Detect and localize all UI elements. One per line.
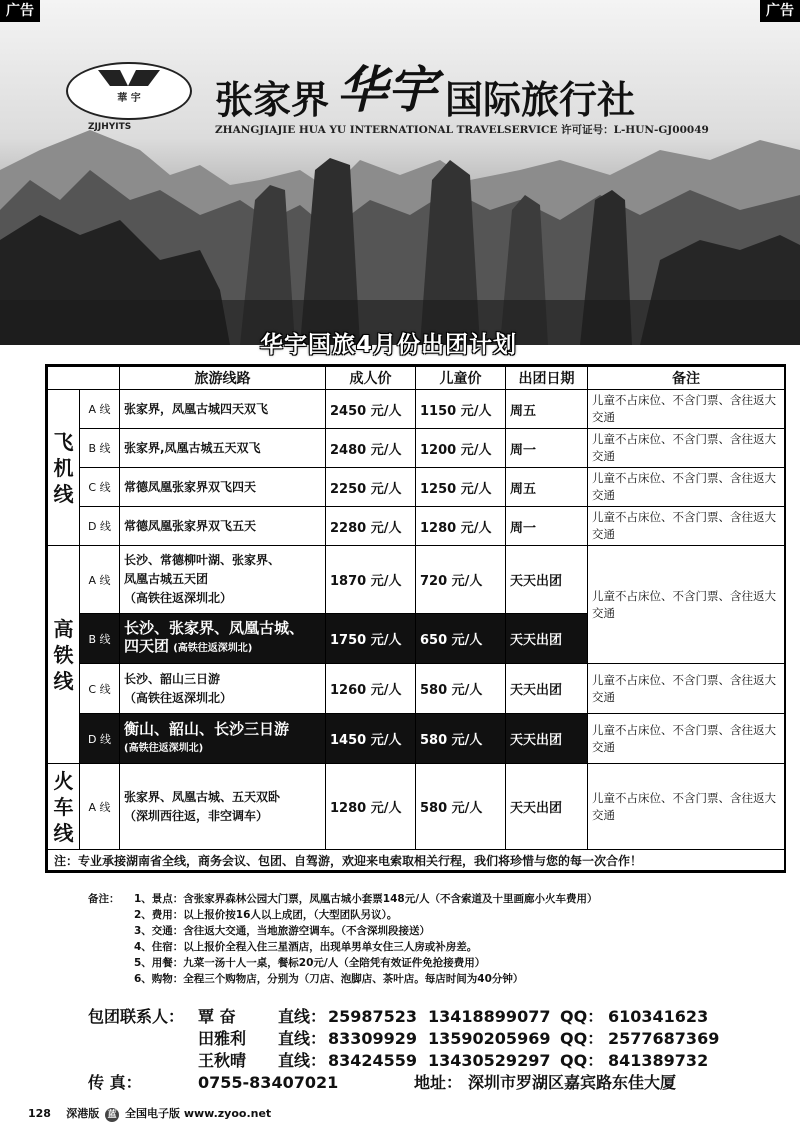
- category-train: 火车线: [48, 764, 80, 850]
- table-row: 火车线 A 线 张家界、凤凰古城、五天双卧 （深圳西往返，非空调车） 1280 元/人 580 元/人 天天出团 儿童不占床位、不含门票、含往返大交通: [48, 764, 785, 850]
- agency-logo: 華 宇: [66, 62, 192, 120]
- plan-title: 华宇国旅4月份出团计划: [260, 332, 518, 358]
- ad-label-left: 广告: [0, 0, 40, 22]
- table-row-highlight: B 线 长沙、张家界、凤凰古城、 四天团 (高铁往返深圳北) 1750 元/人 650 元/人 天天出团: [48, 614, 785, 664]
- edition-badge-icon: 蓝: [105, 1108, 119, 1122]
- table-header-row: [48, 367, 785, 390]
- tour-schedule-table: [45, 364, 786, 873]
- note-item: 1、景点：含张家界森林公园大门票，凤凰古城小套票148元/人（不含索道及十里画廊小火车费用）: [134, 893, 598, 905]
- agency-name: 张家界 华宇 国际旅行社: [215, 61, 636, 122]
- table-row: B 线 张家界,凤凰古城五天双飞 2480 元/人 1200 元/人 周一 儿童不占床位、不含门票、含往返大交通: [48, 429, 785, 468]
- category-air: 飞机线: [48, 390, 80, 546]
- hero-banner: [0, 0, 800, 345]
- note-item: 3、交通：含往返大交通，当地旅游空调车。（不含深圳段接送）: [134, 925, 431, 937]
- page-number: 128: [28, 1107, 51, 1120]
- logo-subtitle: ZJJHYITS: [88, 122, 132, 132]
- table-footnote-row: 注：专业承接湖南省全线，商务会议、包团、自驾游，欢迎来电索取相关行程，我们将珍惜与您的每一次合作！: [48, 850, 785, 871]
- table-row-highlight: D 线 衡山、韶山、长沙三日游 (高铁往返深圳北) 1450 元/人 580 元/人 天天出团 儿童不占床位、不含门票、含往返大交通: [48, 714, 785, 764]
- website-link[interactable]: 全国电子版 www.zyoo.net: [124, 1107, 272, 1120]
- table-row: 飞机线 A 线 张家界，凤凰古城四天双飞 2450 元/人 1150 元/人 周五 儿童不占床位、不含门票、含往返大交通: [48, 390, 785, 429]
- edition-label: 深港版: [66, 1107, 100, 1120]
- ad-label-right: 广告: [760, 0, 800, 22]
- agency-english-name: ZHANGJIAJIE HUA YU INTERNATIONAL TRAVELSERVICE 许可证号：L-HUN-GJ00049: [215, 124, 709, 136]
- header-route: 旅游线路: [120, 367, 326, 390]
- note-item: 6、购物：全程三个购物店，分别为（刀店、泡脚店、茶叶店。每店时间为40分钟）: [134, 973, 524, 985]
- table-row: C 线 常德凤凰张家界双飞四天 2250 元/人 1250 元/人 周五 儿童不占床位、不含门票、含往返大交通: [48, 468, 785, 507]
- header-remark: 备注: [588, 367, 785, 390]
- header-adult-price: 成人价: [326, 367, 416, 390]
- table-row: D 线 常德凤凰张家界双飞五天 2280 元/人 1280 元/人 周一 儿童不占床位、不含门票、含往返大交通: [48, 507, 785, 546]
- page-footer: [28, 1105, 271, 1122]
- header-child-price: 儿童价: [416, 367, 506, 390]
- note-item: 5、用餐：九菜一汤十人一桌，餐标20元/人（全陪凭有效证件免抢接费用）: [134, 957, 486, 969]
- category-rail: 高铁线: [48, 546, 80, 764]
- mountain-scenery-image: [0, 0, 800, 345]
- header-date: 出团日期: [506, 367, 588, 390]
- table-row: 高铁线 A 线 长沙、常德柳叶湖、张家界、 凤凰古城五天团 （高铁往返深圳北） 1870 元/人 720 元/人 天天出团 儿童不占床位、不含门票、含往返大交通: [48, 546, 785, 614]
- table-row: C 线 长沙、韶山三日游 （高铁往返深圳北） 1260 元/人 580 元/人 天天出团 儿童不占床位、不含门票、含往返大交通: [48, 664, 785, 714]
- notes-section: 备注： 1、景点：含张家界森林公园大门票，凤凰古城小套票148元/人（不含索道及十里画廊小火车费用） 2、费用：以上报价按16人以上成团，（大型团队另议）。 3、交通：含往返大交通，当地旅游空调车。（不含深圳段接送） 4、住宿：以上报价全程入住三星酒店，出现单男单女住三人房或补房差。 5、用餐：九菜一汤十人一桌，餐标20元/人（全陪凭有效证件免抢接费用） 6、购物：全程三个购物店，分别为（刀店、泡脚店、茶叶店。每店时间为40分钟）: [88, 893, 598, 985]
- note-item: 2、费用：以上报价按16人以上成团，（大型团队另议）。: [134, 909, 398, 921]
- note-item: 4、住宿：以上报价全程入住三星酒店，出现单男单女住三人房或补房差。: [134, 941, 478, 953]
